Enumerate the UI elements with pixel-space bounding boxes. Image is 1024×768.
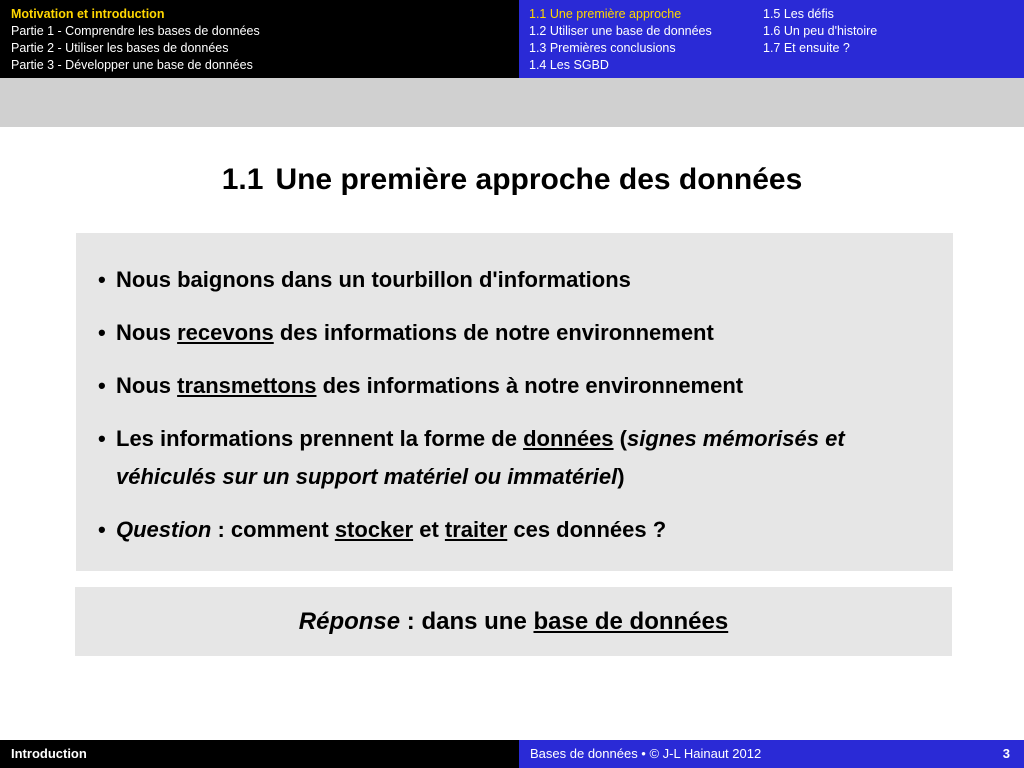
keyword-recevons: recevons — [177, 320, 274, 345]
bullet-item — [98, 511, 923, 549]
footer-credit: Bases de données • © J-L Hainaut 2012 — [530, 746, 762, 761]
keyword-traiter: traiter — [444, 517, 508, 542]
answer-text: : dans une — [400, 608, 534, 635]
subsection-col-1 — [529, 6, 712, 74]
nav-subsection-1-6[interactable]: 1.6 Un peu d'histoire — [763, 24, 878, 38]
page-number: 3 — [1002, 746, 1010, 761]
bullet-list — [98, 261, 923, 549]
subsection-nav — [519, 0, 1024, 78]
bullet-item — [98, 314, 923, 352]
bullet-text: Nous — [116, 373, 178, 398]
nav-subsection-1-2[interactable]: 1.2 Utiliser une base de données — [529, 24, 712, 38]
footer-section — [0, 740, 519, 768]
slide-title — [0, 163, 1024, 197]
footer — [0, 740, 1024, 768]
nav-subsection-1-5[interactable]: 1.5 Les défis — [763, 7, 834, 21]
bullet-text: et — [413, 517, 445, 542]
subsection-col-2 — [763, 6, 877, 57]
bullet-item — [98, 420, 923, 496]
bullet-text: des informations de notre environnement — [273, 320, 714, 345]
keyword-stocker: stocker — [334, 517, 414, 542]
nav-subsection-1-1[interactable]: 1.1 Une première approche — [529, 7, 682, 21]
answer-label: Réponse — [298, 608, 401, 635]
nav-subsection-1-3[interactable]: 1.3 Premières conclusions — [529, 41, 676, 55]
answer-box — [75, 587, 952, 656]
definition-text: signes mémorisés et véhiculés sur un support matériel ou immatériel — [116, 426, 845, 489]
footer-info — [519, 740, 1024, 768]
bullet-text: ( — [613, 426, 627, 451]
content-box — [76, 233, 953, 571]
slide-title-text: Une première approche des données — [275, 163, 803, 196]
nav-subsection-1-7[interactable]: 1.7 Et ensuite ? — [763, 41, 850, 55]
footer-section-label[interactable]: Introduction — [11, 746, 87, 761]
header-band — [0, 78, 1024, 127]
bullet-text: ) — [617, 464, 625, 489]
section-nav — [0, 0, 519, 78]
nav-section-partie-3[interactable]: Partie 3 - Développer une base de données — [11, 58, 253, 72]
bullet-item — [98, 261, 923, 299]
bullet-text: Nous baignons dans un tourbillon d'informations — [116, 267, 631, 292]
bullet-text: : comment — [211, 517, 335, 542]
keyword-transmettons: transmettons — [177, 373, 317, 398]
top-navigation — [0, 0, 1024, 78]
bullet-text: Nous — [116, 320, 178, 345]
keyword-base-de-donnees: base de données — [533, 608, 729, 635]
nav-subsection-1-4[interactable]: 1.4 Les SGBD — [529, 58, 609, 72]
question-label: Question — [116, 517, 212, 542]
bullet-text: Les informations prennent la forme de — [116, 426, 524, 451]
nav-section-partie-1[interactable]: Partie 1 - Comprendre les bases de données — [11, 24, 260, 38]
bullet-text: des informations à notre environnement — [316, 373, 744, 398]
bullet-text: ces données ? — [507, 517, 667, 542]
keyword-donnees: données — [523, 426, 614, 451]
bullet-item — [98, 367, 923, 405]
nav-section-motivation[interactable]: Motivation et introduction — [11, 7, 165, 21]
nav-section-partie-2[interactable]: Partie 2 - Utiliser les bases de données — [11, 41, 229, 55]
slide-title-number: 1.1 — [221, 163, 264, 196]
